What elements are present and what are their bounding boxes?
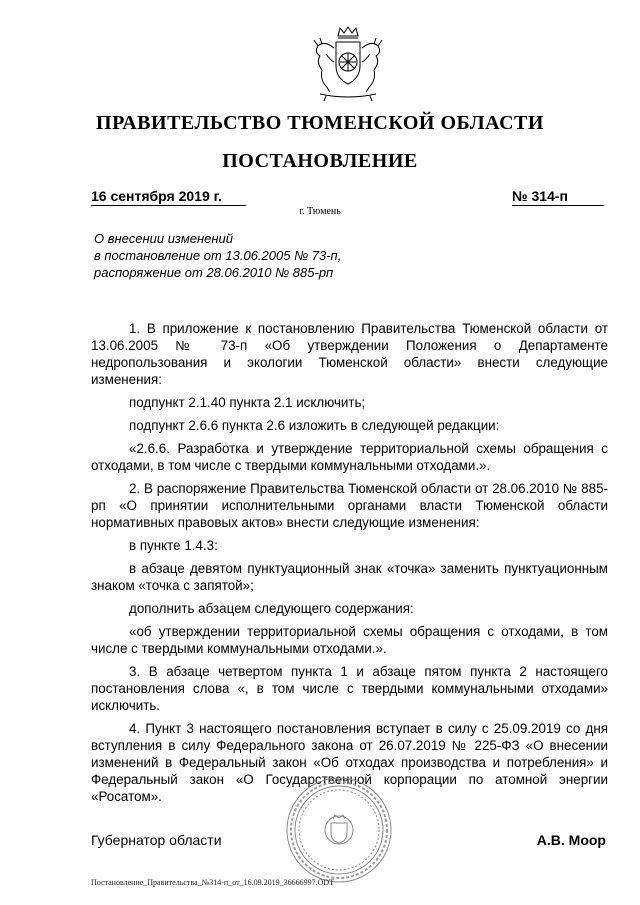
document-body (91, 320, 608, 811)
body-paragraph: дополнить абзацем следующего содержания: (129, 601, 414, 616)
body-paragraph: 2. В распоряжение Правительства Тюменской области от 28.06.2010 № 885-рп «О принятии исполнительными органами власти Тюменской области нормативных правовых актов» внести следующие изменения: (91, 481, 608, 530)
document-number: № 314-п (512, 188, 604, 206)
subject-line: распоряжение от 28.06.2010 № 885-рп (94, 265, 334, 280)
body-paragraph: подпункт 2.1.40 пункта 2.1 исключить; (129, 395, 366, 410)
subject-line: в постановление от 13.06.2005 № 73-п, (94, 248, 342, 263)
body-paragraph: 4. Пункт 3 настоящего постановления вступает в силу с 25.09.2019 со дня вступления в силу Федерального закона от 26.07.2019 № 225-ФЗ «О внесении изменений в Федеральный закон «Об отходах производства и потребления» и Федеральный закон «О Государственной корпорации по атомной энергии «Росатом». (91, 721, 608, 804)
body-paragraph: «2.6.6. Разработка и утверждение территориальной схемы обращения с отходами, в том числе с твердыми коммунальными отходами.». (91, 441, 608, 473)
body-paragraph: в пункте 1.4.3: (129, 538, 218, 553)
coat-of-arms-icon (300, 26, 396, 102)
signer-name: А.В. Моор (536, 832, 606, 848)
body-paragraph: подпункт 2.6.6 пункта 2.6 изложить в следующей редакции: (129, 418, 500, 433)
document-type: ПОСТАНОВЛЕНИЕ (222, 150, 418, 172)
signer-title: Губернатор области (91, 832, 222, 848)
document-city: г. Тюмень (299, 206, 341, 217)
file-name-footer: Постановление_Правительства_№314-п_от_16.09.2019_36666997.ODT (91, 878, 335, 887)
body-paragraph: 3. В абзаце четвертом пункта 1 и абзаце пятом пункта 2 настоящего постановления слова «, в том числе с твердыми коммунальными отходами» исключить. (91, 664, 608, 713)
body-paragraph: «об утверждении территориальной схемы обращения с отходами, в том числе с твердыми коммунальными отходами.». (91, 624, 608, 656)
body-paragraph: 1. В приложение к постановлению Правительства Тюменской области от 13.06.2005 № 73-п «Об утверждении Положения о Департаменте недропользования и экологии Тюменской области» внести следующие изменения: (91, 321, 608, 387)
official-seal-icon (284, 775, 394, 885)
document-subject (94, 230, 474, 281)
body-paragraph: в абзаце девятом пунктуационный знак «точка» заменить пунктуационным знаком «точка с запятой»; (91, 561, 608, 593)
subject-line: О внесении изменений (94, 231, 233, 246)
document-date: 16 сентября 2019 г. (91, 188, 246, 206)
government-name: ПРАВИТЕЛЬСТВО ТЮМЕНСКОЙ ОБЛАСТИ (96, 112, 544, 134)
